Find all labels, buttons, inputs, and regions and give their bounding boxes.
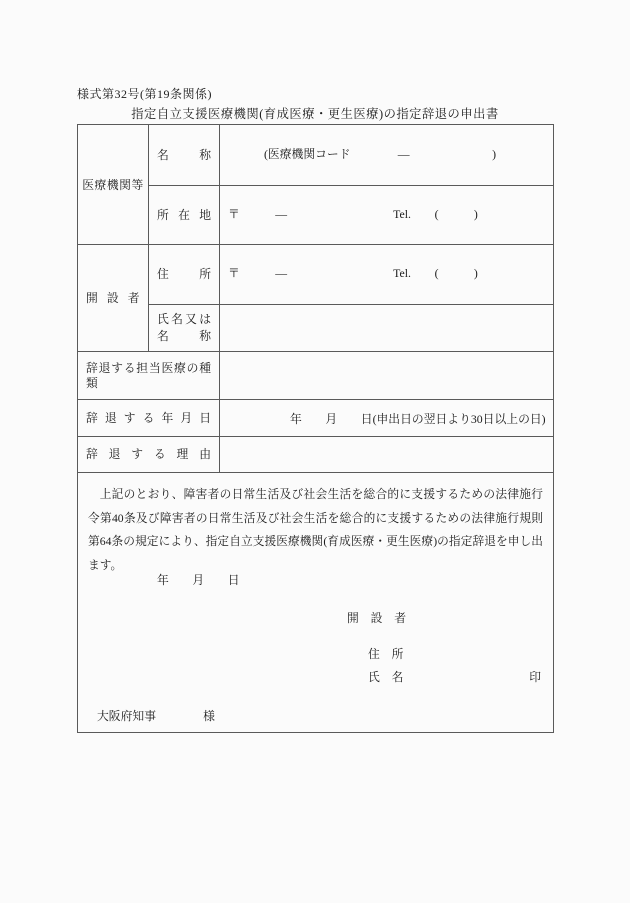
table-row xyxy=(78,473,554,733)
institution-name-value-cell xyxy=(220,125,554,186)
institution-group-cell xyxy=(78,125,149,245)
founder-group-cell xyxy=(78,245,149,352)
founder-address-value-cell xyxy=(220,245,554,305)
care-type-label: 辞退する担当医療の種類 xyxy=(86,360,211,390)
institution-group-label: 医療機関等 xyxy=(82,178,144,192)
resign-date-value: 年 月 日(申出日の翌日より30日以上の日) xyxy=(290,411,546,426)
table-row xyxy=(78,125,554,186)
resign-date-label: 辞 退 す る 年 月 日 xyxy=(86,410,211,425)
care-type-value-cell xyxy=(220,352,554,400)
seal-mark: 印 xyxy=(529,670,541,684)
declaration-name-row xyxy=(78,668,553,684)
institution-name-label-cell xyxy=(149,125,220,186)
table-row xyxy=(78,305,554,352)
institution-name-label: 名 称 xyxy=(157,147,211,162)
declaration-address-label: 住 所 xyxy=(368,647,404,661)
application-table xyxy=(77,124,554,733)
resign-date-label-cell xyxy=(78,400,220,437)
founder-address-label-cell xyxy=(149,245,220,305)
care-type-label-cell xyxy=(78,352,220,400)
table-row xyxy=(78,400,554,437)
institution-postal-tel-placeholder: 〒 ― Tel. ( ) xyxy=(228,206,478,221)
form-number: 様式第32号(第19条関係) xyxy=(77,87,212,101)
table-row xyxy=(78,352,554,400)
declaration-date-line: 年 月 日 xyxy=(157,573,240,587)
declaration-name-label: 氏 名 xyxy=(368,670,404,684)
resign-date-value-cell xyxy=(220,400,554,437)
resign-reason-label: 辞 退 す る 理 由 xyxy=(86,447,211,461)
declaration-opener-label: 開 設 者 xyxy=(347,611,406,625)
resign-reason-label-cell xyxy=(78,437,220,473)
founder-group-label: 開 設 者 xyxy=(86,290,140,305)
page-title: 指定自立支援医療機関(育成医療・更生医療)の指定辞退の申出書 xyxy=(131,107,499,121)
institution-location-value-cell xyxy=(220,186,554,245)
resign-reason-value-cell xyxy=(220,437,554,473)
table-row xyxy=(78,437,554,473)
founder-postal-tel-placeholder: 〒 ― Tel. ( ) xyxy=(228,266,478,280)
table-row xyxy=(78,245,554,305)
institution-code-placeholder: (医療機関コード ― ) xyxy=(264,146,496,161)
founder-name-label-line2: 名 称 xyxy=(157,329,211,343)
institution-location-label-cell xyxy=(149,186,220,245)
founder-name-label-line1: 氏名又は xyxy=(157,312,211,326)
founder-name-label-cell xyxy=(149,305,220,352)
institution-location-label: 所 在 地 xyxy=(157,207,211,222)
declaration-cell xyxy=(78,473,554,733)
declaration-paragraph: 上記のとおり、障害者の日常生活及び社会生活を総合的に支援するための法律施行令第40条及び障害者の日常生活及び社会生活を総合的に支援するための法律施行規則第64条の規定により、指定自立支援医療機関(育成医療・更生医療)の指定辞退を申し出ます。 xyxy=(88,488,543,572)
founder-name-value-cell xyxy=(220,305,554,352)
addressee-line: 大阪府知事 様 xyxy=(97,709,215,723)
table-row xyxy=(78,186,554,245)
founder-address-label: 住 所 xyxy=(157,267,211,281)
